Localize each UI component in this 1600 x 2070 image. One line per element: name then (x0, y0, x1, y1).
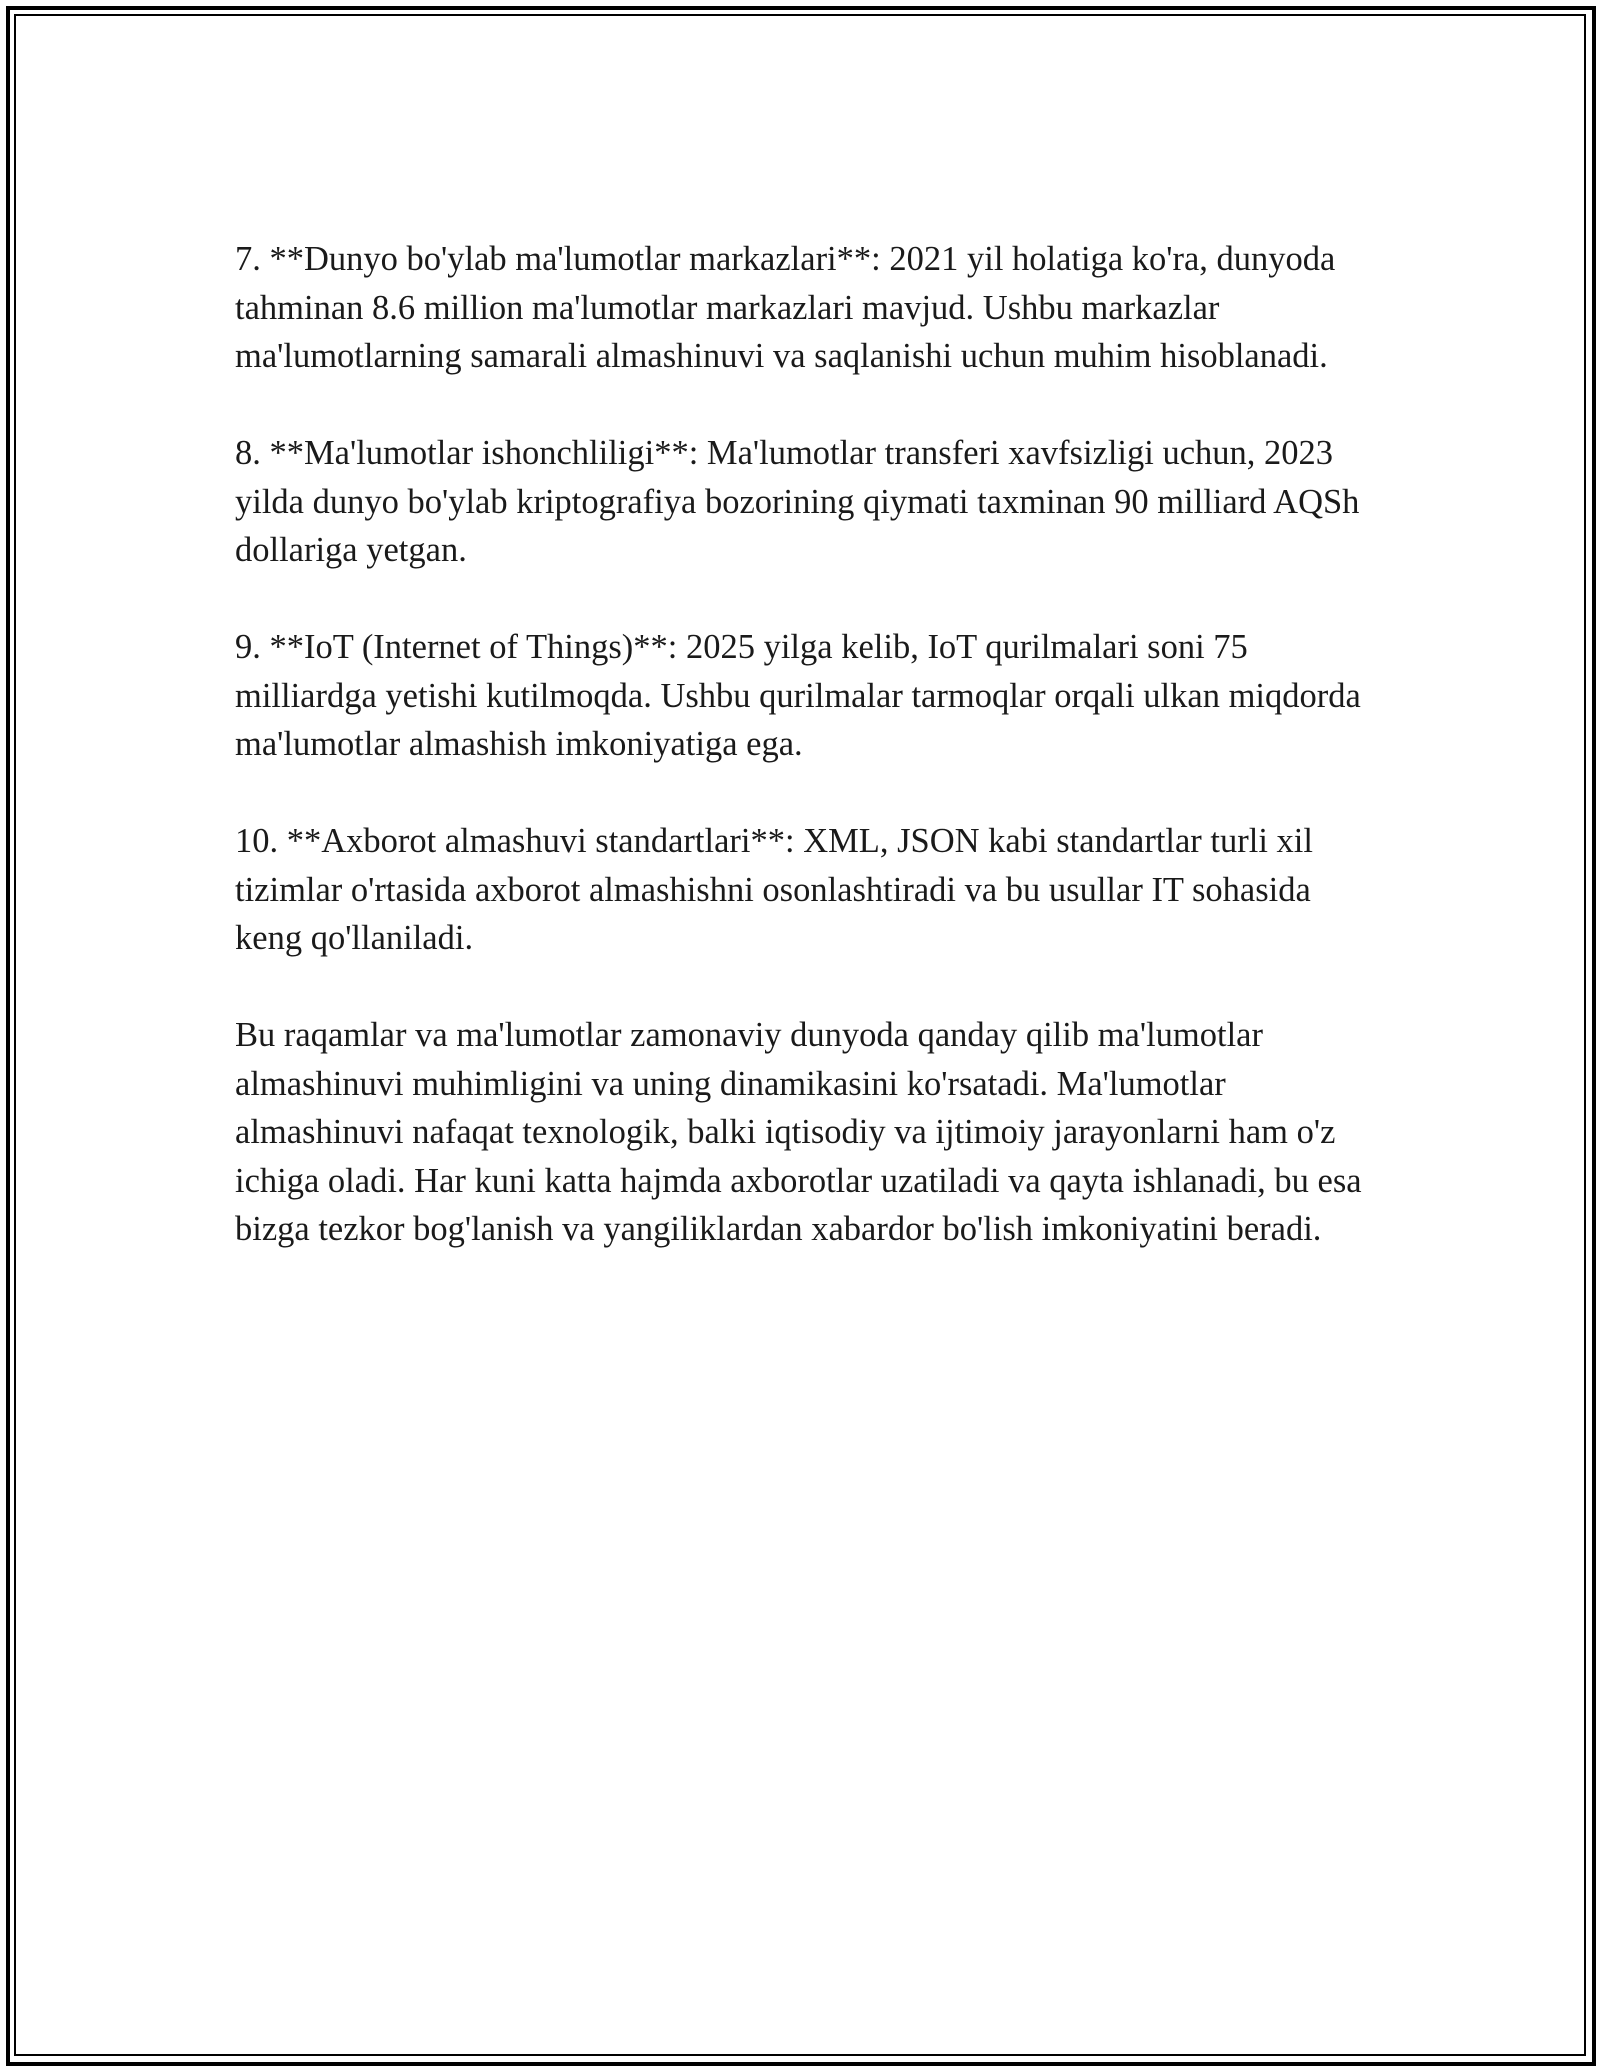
document-body (235, 235, 1375, 1254)
paragraph-iot: 9. **IoT (Internet of Things)**: 2025 yilga kelib, IoT qurilmalari soni 75 milliardga yetishi kutilmoqda. Ushbu qurilmalar tarmoqlar orqali ulkan miqdorda ma'lumotlar almashish imkoniyatiga ega. (235, 628, 1361, 763)
paragraph-data-reliability: 8. **Ma'lumotlar ishonchliligi**: Ma'lumotlar transferi xavfsizligi uchun, 2023 yilda dunyo bo'ylab kriptografiya bozorining qiymati taxminan 90 milliard AQSh dollariga yetgan. (235, 434, 1360, 569)
paragraph-exchange-standards: 10. **Axborot almashuvi standartlari**: XML, JSON kabi standartlar turli xil tizimlar o'rtasida axborot almashishni osonlashtiradi va bu usullar IT sohasida keng qo'llaniladi. (235, 822, 1313, 957)
paragraph-conclusion: Bu raqamlar va ma'lumotlar zamonaviy dunyoda qanday qilib ma'lumotlar almashinuvi muhimligini va uning dinamikasini ko'rsatadi. Ma'lumotlar almashinuvi nafaqat texnologik, balki iqtisodiy va ijtimoiy jarayonlarni ham o'z ichiga oladi. Har kuni katta hajmda axborotlar uzatiladi va qayta ishlanadi, bu esa bizga tezkor bog'lanish va yangiliklardan xabardor bo'lish imkoniyatini beradi. (235, 1016, 1362, 1248)
paragraph-data-centers: 7. **Dunyo bo'ylab ma'lumotlar markazlari**: 2021 yil holatiga ko'ra, dunyoda tahminan 8.6 million ma'lumotlar markazlari mavjud. Ushbu markazlar ma'lumotlarning samarali almashinuvi va saqlanishi uchun muhim hisoblanadi. (235, 240, 1336, 375)
